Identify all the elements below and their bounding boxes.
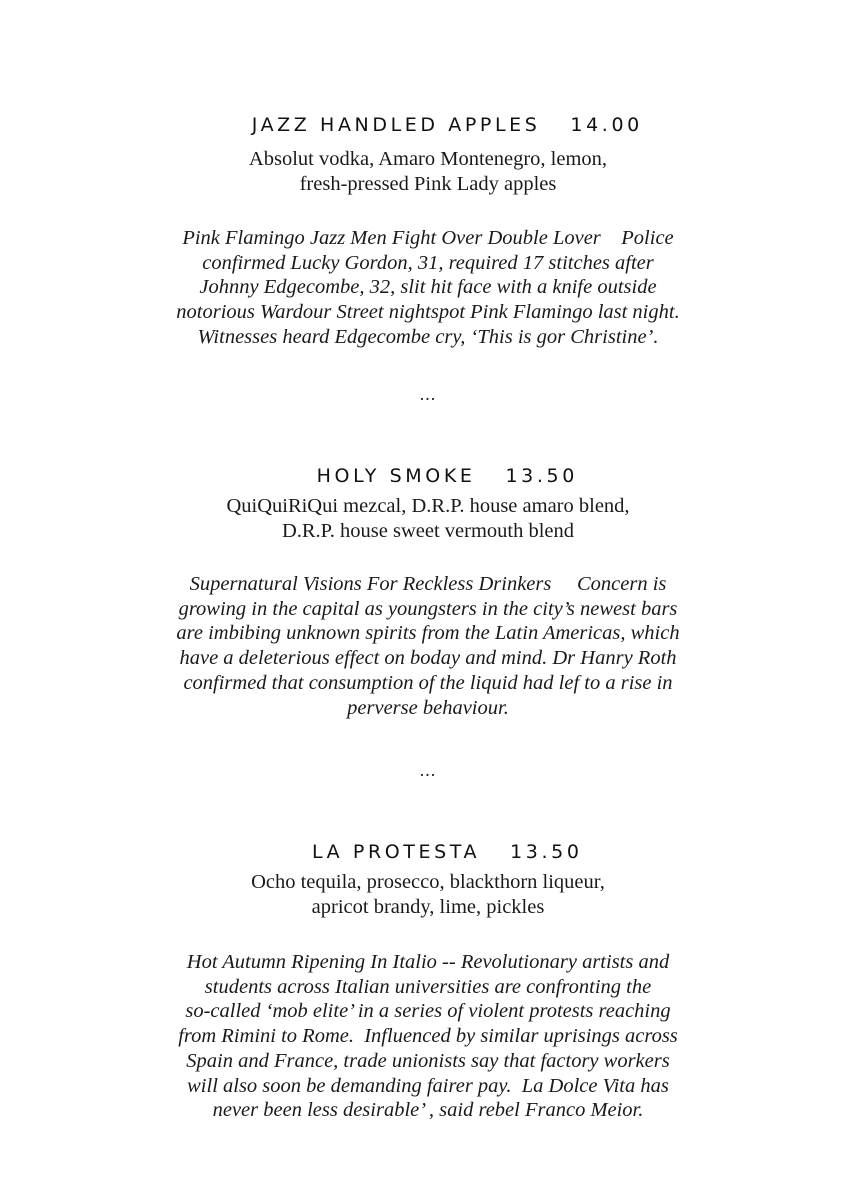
ingredients-line: fresh-pressed Pink Lady apples [299, 173, 557, 195]
item-price: 13.50 [510, 841, 583, 863]
separator-ellipsis: ... [419, 384, 437, 404]
ingredients-line: D.R.P. house sweet vermouth blend [281, 520, 575, 542]
story-line: Pink Flamingo Jazz Men Fight Over Double Lover Police [182, 227, 674, 249]
item-ingredients [0, 870, 856, 920]
story-line: growing in the capital as youngsters in the city’s newest bars [178, 597, 678, 620]
story-line: are imbibing unknown spirits from the Latin Americas, which [176, 622, 680, 645]
story-line: from Rimini to Rome. Influenced by similar uprisings across [178, 1025, 678, 1048]
story-line: perverse behaviour. [347, 696, 509, 719]
item-story [0, 950, 856, 1123]
ingredients-line: QuiQuiRiQui mezcal, D.R.P. house amaro blend, [226, 495, 630, 517]
ingredients-line: Ocho tequila, prosecco, blackthorn liqueur, [251, 871, 605, 893]
story-line: never been less desirable’ , said rebel Franco Meior. [212, 1099, 644, 1122]
separator-ellipsis: ... [419, 760, 437, 780]
item-name: JAZZ HANDLED APPLES [251, 114, 541, 136]
ingredients-line: apricot brandy, lime, pickles [311, 896, 545, 918]
item-price: 13.50 [505, 465, 578, 487]
story-line: notorious Wardour Street nightspot Pink Flamingo last night. [176, 301, 680, 324]
item-ingredients [0, 147, 856, 197]
story-line: will also soon be demanding fairer pay. La Dolce Vita has [187, 1074, 669, 1097]
item-name: HOLY SMOKE [316, 465, 476, 487]
ingredients-line: Absolut vodka, Amaro Montenegro, lemon, [248, 148, 608, 170]
story-line: so-called ‘mob elite’ in a series of violent protests reaching [185, 1000, 671, 1023]
item-price: 14.00 [570, 114, 643, 136]
story-line: Witnesses heard Edgecombe cry, ‘This is gor Christine’. [197, 325, 659, 348]
story-line: Supernatural Visions For Reckless Drinkers Concern is [189, 573, 667, 595]
item-name: LA PROTESTA [312, 841, 481, 863]
story-line: have a deleterious effect on boday and mind. Dr Hanry Roth [179, 647, 677, 670]
item-ingredients [0, 494, 856, 544]
story-line: confirmed Lucky Gordon, 31, required 17 stitches after [202, 251, 654, 274]
item-story [0, 226, 856, 350]
story-line: students across Italian universities are confronting the [204, 975, 652, 998]
story-line: confirmed that consumption of the liquid had lef to a rise in [183, 671, 673, 694]
story-line: Spain and France, trade unionists say that factory workers [186, 1049, 670, 1072]
item-story [0, 572, 856, 720]
story-line: Johnny Edgecombe, 32, slit hit face with a knife outside [199, 276, 657, 299]
story-line: Hot Autumn Ripening In Italio -- Revolutionary artists and [186, 951, 670, 973]
